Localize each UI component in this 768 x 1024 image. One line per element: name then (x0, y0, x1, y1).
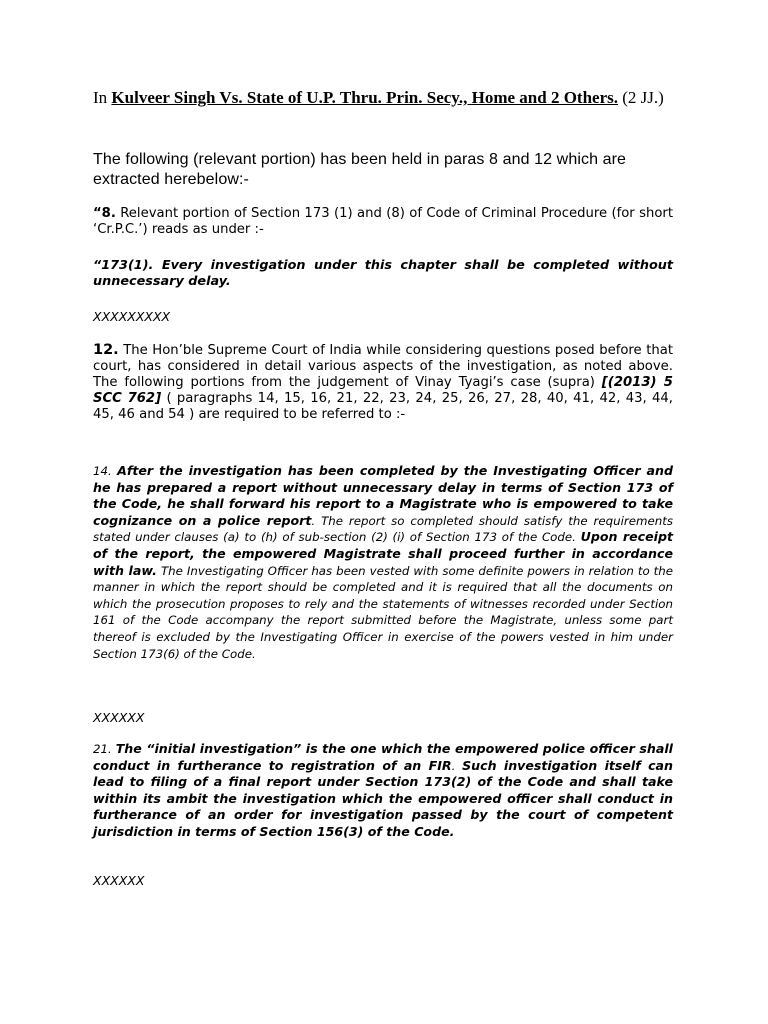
paragraph-12-text-2: ( paragraphs 14, 15, 16, 21, 22, 23, 24, 25, 26, 27, 28, 40, 41, 42, 43, 44, 45, 46 and 54 ) are required to be referred to :- (93, 391, 674, 422)
paragraph-12 (93, 342, 673, 423)
omission-marker: XXXXXX (93, 710, 145, 725)
section-173-quote: “173(1). Every investigation under this chapter shall be completed without unnecessary delay. (93, 258, 673, 289)
paragraph-12-number: 12. (93, 342, 119, 358)
paragraph-12-text: The Hon’ble Supreme Court of India while considering questions posed before that court, has considered in detail various aspects of the investigation, as noted above. The following portions from the judgement of Vinay Tyagi’s case (supra) (93, 343, 673, 390)
paragraph-14-number: 14. (93, 464, 112, 478)
bench-size: (2 JJ.) (622, 88, 664, 107)
paragraph-14-bold-1: After the investigation has been completed by the Investigating Officer and he has prepared a report without unnecessary delay in terms of Section 173 of the Code, he shall forward his report to a Magistrate who is empowered to take cognizance on a police report (93, 463, 673, 528)
paragraph-21-bold-1: The “initial investigation” is the one which the empowered police officer shall conduct in furtherance to registration of an FIR (93, 741, 674, 773)
paragraph-8-text: Relevant portion of Section 173 (1) and (8) of Code of Criminal Procedure (for short ‘Cr.P.C.’) reads as under :- (93, 206, 673, 237)
omission-marker: XXXXXX (93, 873, 145, 888)
case-heading (93, 88, 673, 108)
case-name: Kulveer Singh Vs. State of U.P. Thru. Prin. Secy., Home and 2 Others. (111, 88, 618, 107)
omission-marker: XXXXXXXXX (93, 309, 171, 324)
paragraph-14-plain-2: The Investigating Officer has been vested with some definite powers in relation to the manner in which the report should be completed and it is required that all the documents on which the prosecution proposes to rely and the statements of witnesses recorded under Section 161 of the Code accompany the report submitted before the Magistrate, unless some part thereof is excluded by the Investigating Officer in exercise of the powers vested in him under Section 173(6) of the Code. (93, 563, 674, 661)
paragraph-8 (93, 206, 673, 238)
paragraph-12-citation: [(2013) 5 SCC 762] (93, 375, 673, 406)
paragraph-21-number: 21. (93, 742, 112, 756)
lead-sentence: The following (relevant portion) has been held in paras 8 and 12 which are extracted herebelow:- (93, 151, 627, 188)
paragraph-14-plain-1: . The report so completed should satisfy the requirements stated under clauses (a) to (h) of sub-section (2) (i) of Section 173 of the Code. (93, 513, 673, 545)
paragraph-8-number: “8. (93, 206, 116, 221)
paragraph-21-bold-2: Such investigation itself can lead to filing of a final report under Section 173(2) of the Code and shall take within its ambit the investigation which the empowered officer shall conduct in furtherance of an order for investigation passed by the court of competent jurisdiction in terms of Section 156(3) of the Code. (93, 757, 674, 839)
paragraph-21-plain-1: . (451, 758, 456, 773)
paragraph-14-excerpt (93, 463, 673, 662)
paragraph-21-excerpt (93, 741, 673, 841)
heading-prefix: In (93, 88, 108, 107)
paragraph-14-bold-2: Upon receipt of the report, the empowered Magistrate shall proceed further in accordance with law. (93, 529, 674, 578)
